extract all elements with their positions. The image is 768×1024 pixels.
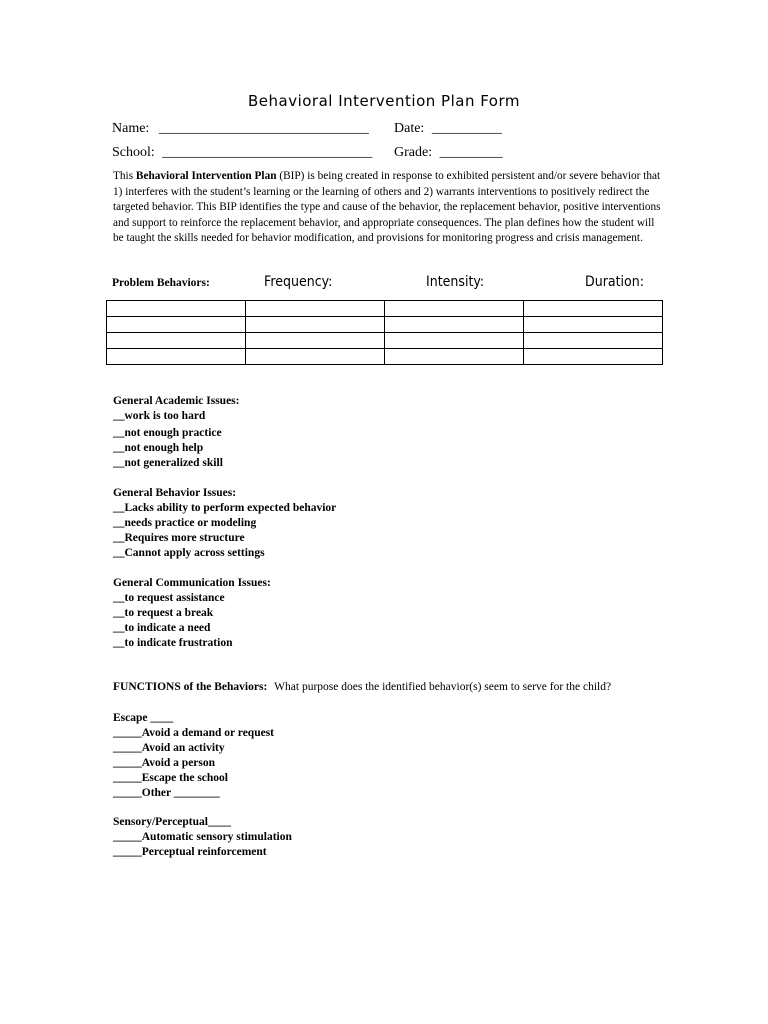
table-row (107, 317, 663, 333)
table-cell[interactable] (107, 301, 246, 317)
sensory-item[interactable]: _____Perceptual reinforcement (113, 846, 267, 858)
frequency-header: Frequency: (264, 274, 333, 290)
sensory-heading[interactable]: Sensory/Perceptual____ (113, 816, 231, 828)
table-cell[interactable] (385, 349, 524, 365)
school-field[interactable] (112, 145, 372, 161)
escape-item[interactable]: _____Other ________ (113, 787, 220, 799)
communication-heading: General Communication Issues: (113, 577, 271, 589)
school-label: School: (112, 145, 155, 160)
grade-blank[interactable]: _________ (439, 145, 503, 160)
escape-item[interactable]: _____Avoid a person (113, 757, 216, 769)
grade-field[interactable] (394, 145, 503, 161)
problem-behaviors-table (106, 300, 663, 365)
school-blank[interactable]: ______________________________ (162, 145, 373, 160)
table-cell[interactable] (246, 349, 385, 365)
behavior-issues-section (113, 486, 336, 561)
name-label: Name: (112, 121, 150, 136)
intensity-header: Intensity: (426, 274, 485, 290)
table-cell[interactable] (107, 317, 246, 333)
intro-prefix: This (113, 170, 134, 182)
academic-heading: General Academic Issues: (113, 395, 240, 407)
escape-section (113, 711, 274, 801)
intro-text: (BIP) is being created in response to exhibited persistent and/or severe behavior that 1) interferes with the student’s learning or the learning of others and 2) warrants interventions to positively redirect the targeted behavior. This BIP identifies the type and cause of the behavior, the replacement behavior, positive interventions and support to reinforce the replacement behavior, and appropriate consequences. The plan defines how the student will be taught the skills needed for behavior modification, and provisions for monitoring progress and crisis management. (113, 170, 661, 244)
academic-item[interactable]: __not generalized skill (113, 457, 223, 469)
table-cell[interactable] (246, 301, 385, 317)
intro-bold-term: Behavioral Intervention Plan (135, 170, 277, 182)
academic-issues-section (113, 394, 239, 471)
communication-issues-section (113, 576, 271, 651)
table-cell[interactable] (246, 317, 385, 333)
table-cell[interactable] (524, 317, 663, 333)
table-cell[interactable] (385, 317, 524, 333)
communication-item[interactable]: __to request assistance (113, 592, 225, 604)
intro-paragraph (113, 169, 661, 247)
table-cell[interactable] (107, 349, 246, 365)
date-label: Date: (394, 121, 425, 136)
behavior-heading: General Behavior Issues: (113, 487, 237, 499)
escape-heading[interactable]: Escape ____ (113, 712, 174, 724)
behavior-item[interactable]: __Lacks ability to perform expected behavior (113, 502, 337, 514)
duration-header: Duration: (585, 274, 644, 290)
functions-heading: FUNCTIONS of the Behaviors: (113, 681, 268, 693)
table-cell[interactable] (107, 333, 246, 349)
escape-item[interactable]: _____Avoid a demand or request (113, 727, 275, 739)
functions-question: What purpose does the identified behavior(s) seem to serve for the child? (274, 681, 612, 693)
academic-item[interactable]: __not enough practice (113, 427, 222, 439)
name-field[interactable] (112, 121, 369, 137)
form-title: Behavioral Intervention Plan Form (247, 92, 521, 110)
academic-item[interactable]: __not enough help (113, 442, 204, 454)
behavior-item[interactable]: __needs practice or modeling (113, 517, 257, 529)
sensory-item[interactable]: _____Automatic sensory stimulation (113, 831, 292, 843)
table-row (107, 349, 663, 365)
table-cell[interactable] (524, 349, 663, 365)
behavior-item[interactable]: __Requires more structure (113, 532, 245, 544)
communication-item[interactable]: __to request a break (113, 607, 214, 619)
communication-item[interactable]: __to indicate a need (113, 622, 211, 634)
escape-item[interactable]: _____Avoid an activity (113, 742, 225, 754)
behavior-item[interactable]: __Cannot apply across settings (113, 547, 265, 559)
table-cell[interactable] (385, 301, 524, 317)
academic-item[interactable]: __work is too hard (113, 410, 206, 422)
sensory-section (113, 815, 292, 860)
table-row (107, 301, 663, 317)
name-blank[interactable]: ______________________________ (158, 121, 369, 136)
date-blank[interactable]: __________ (431, 121, 502, 136)
date-field[interactable] (394, 121, 502, 137)
grade-label: Grade: (394, 145, 433, 160)
communication-item[interactable]: __to indicate frustration (113, 637, 233, 649)
problem-behaviors-label: Problem Behaviors: (112, 277, 210, 289)
functions-intro (113, 681, 643, 694)
table-cell[interactable] (246, 333, 385, 349)
table-cell[interactable] (524, 301, 663, 317)
escape-item[interactable]: _____Escape the school (113, 772, 228, 784)
table-cell[interactable] (385, 333, 524, 349)
table-row (107, 333, 663, 349)
table-cell[interactable] (524, 333, 663, 349)
